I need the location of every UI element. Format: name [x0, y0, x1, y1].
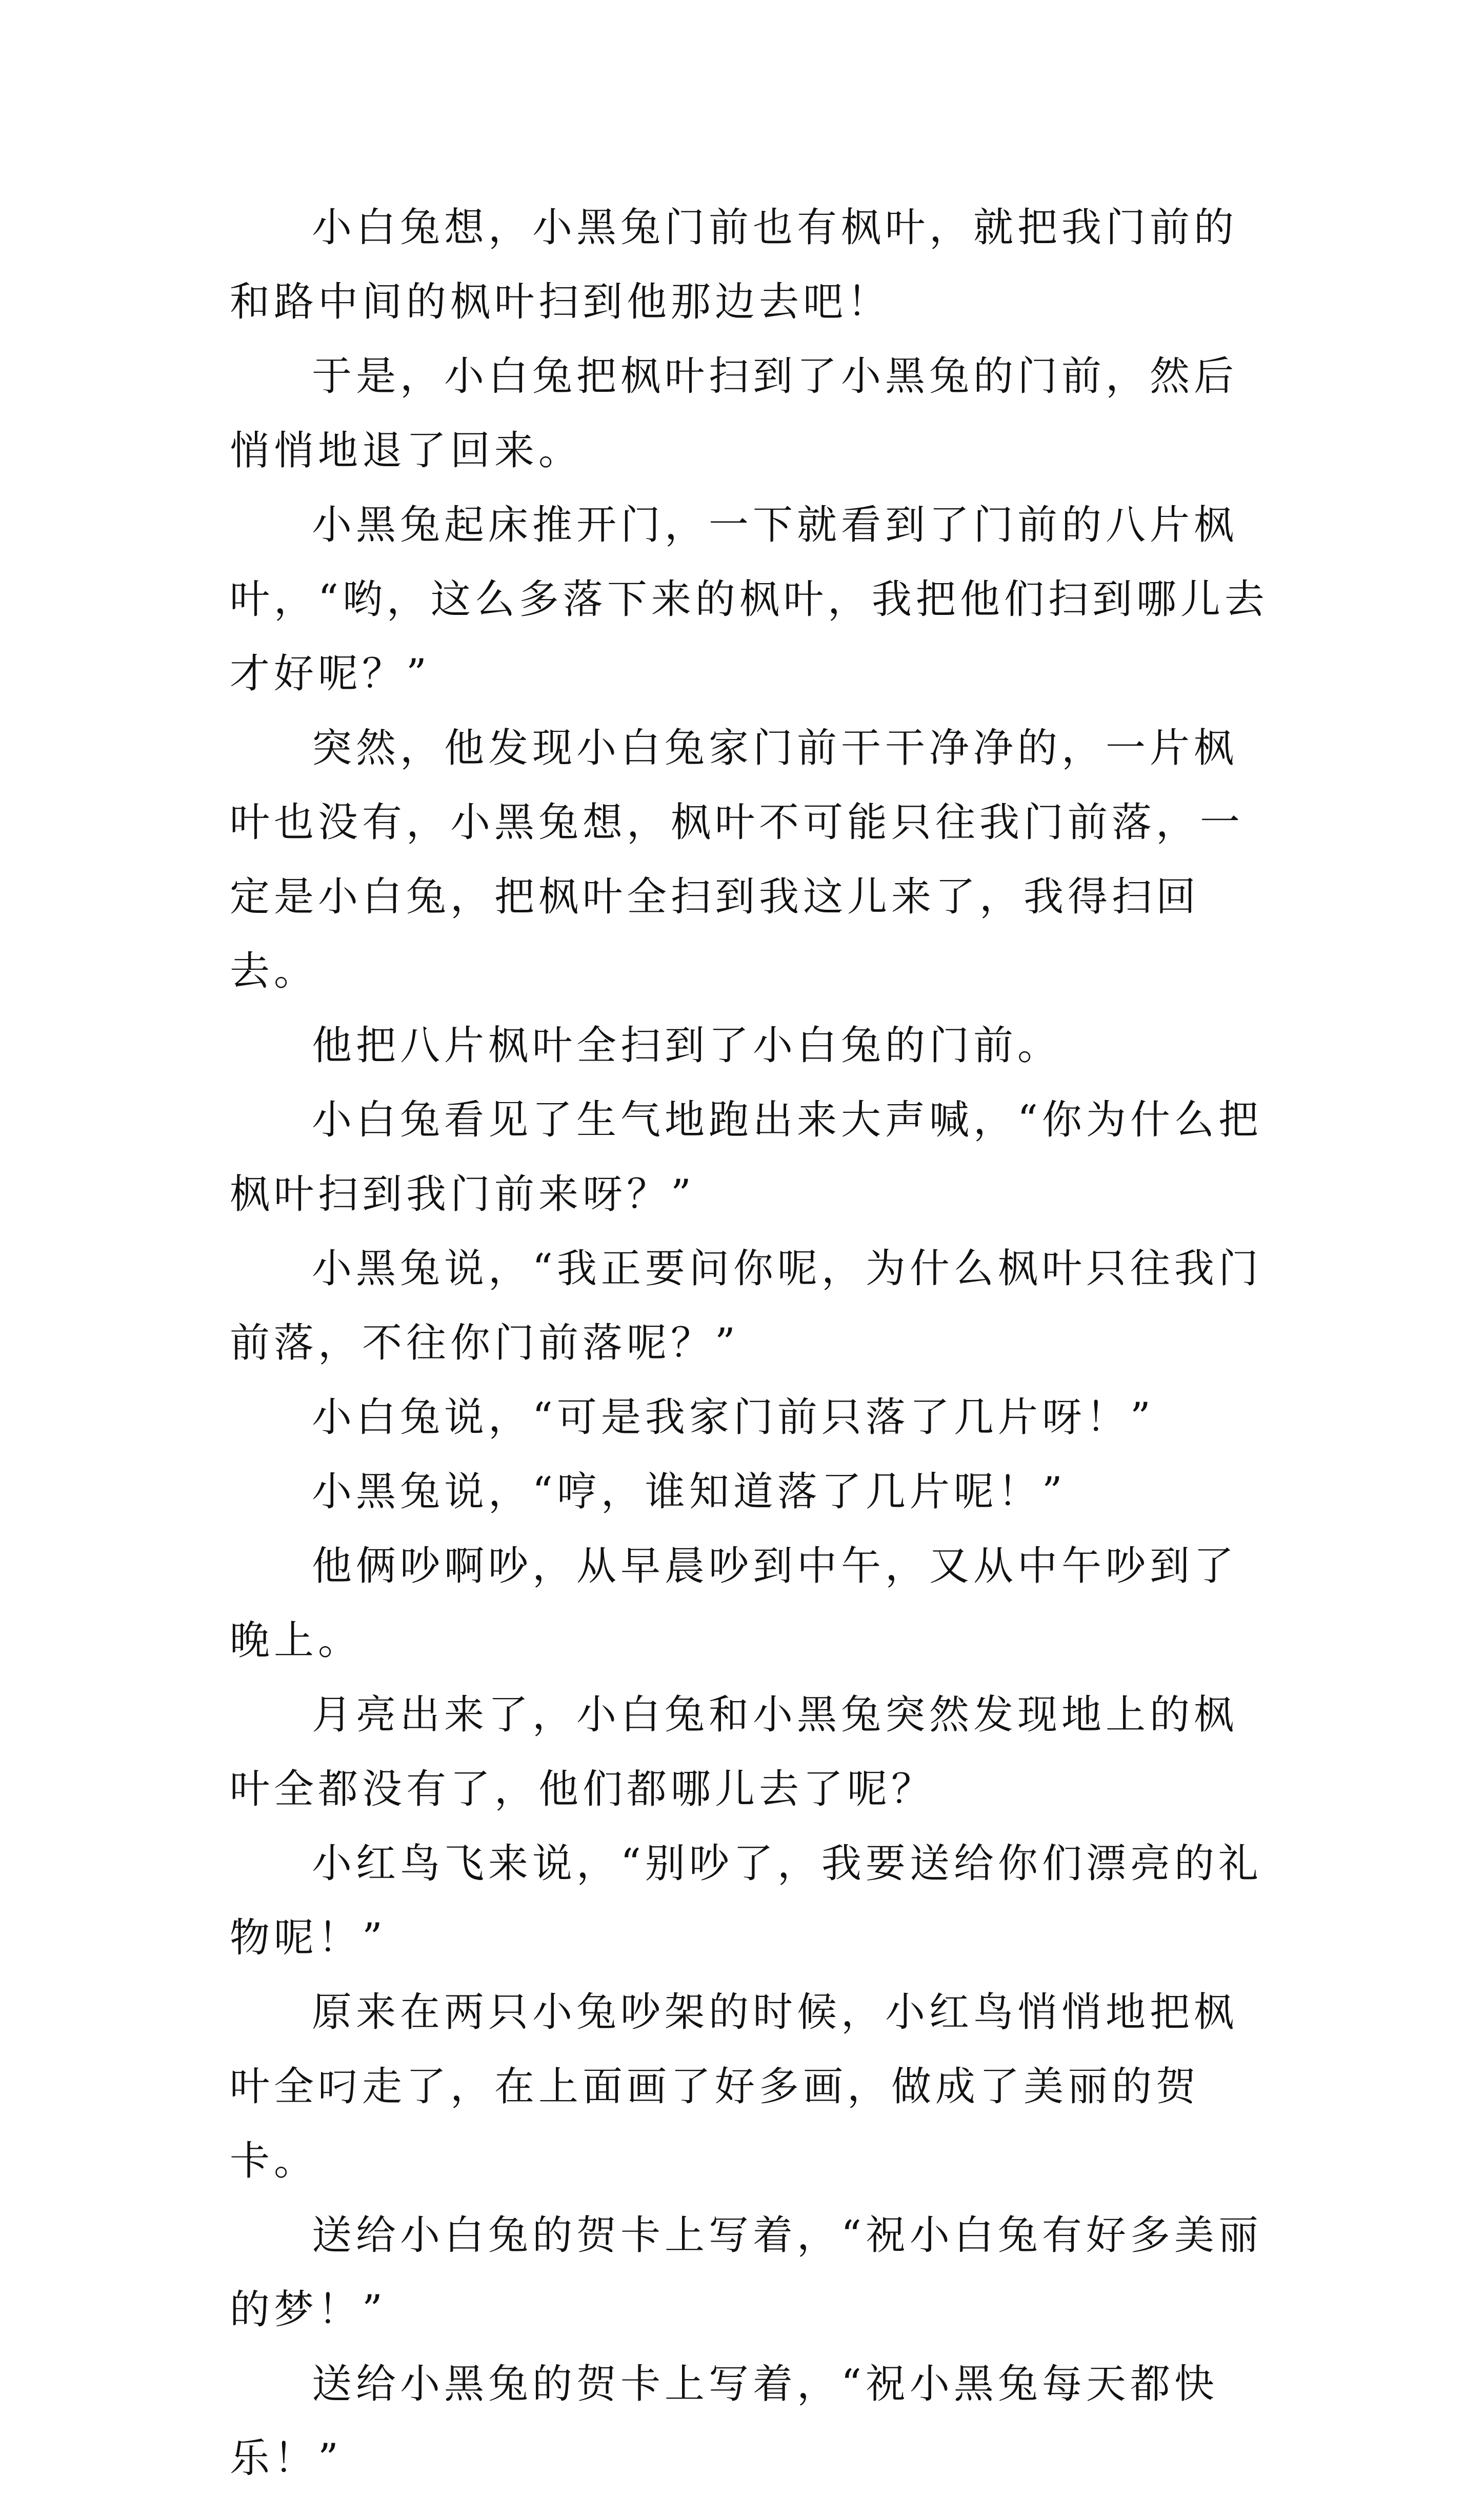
paragraph: 送给小黑兔的贺卡上写着，“祝小黑兔每天都快乐！” — [230, 2361, 1218, 2482]
paragraph: 小黑兔说，“哼，谁知道落了几片呢！” — [312, 1469, 1067, 1515]
paragraph: 突然，他发现小白兔家门前干干净净的，一片枫叶也没有，小黑兔想，枫叶不可能只往我门前落，一定是小白兔，把枫叶全扫到我这儿来了，我得扫回去。 — [230, 725, 1245, 994]
paragraph: 小红鸟飞来说，“别吵了，我要送给你们漂亮的礼物呢！” — [230, 1841, 1262, 1961]
story-text — [230, 191, 1273, 2496]
paragraph: 于是，小白兔把枫叶扫到了小黑兔的门前，然后悄悄地退了回来。 — [230, 353, 1238, 474]
paragraph: 他俩吵啊吵，从早晨吵到中午，又从中午吵到了晚上。 — [230, 1543, 1238, 1664]
paragraph: 小黑兔起床推开门，一下就看到了门前的八片枫叶，“哟，这么多落下来的枫叶，我把他们扫到哪儿去才好呢？” — [230, 502, 1269, 697]
paragraph: 原来在两只小兔吵架的时候，小红鸟悄悄地把枫叶全叼走了，在上面画了好多画，做成了美丽的贺卡。 — [230, 1989, 1238, 2184]
paragraph: 小白兔看见了生气地跑出来大声喊，“你为什么把枫叶扫到我门前来呀？” — [230, 1097, 1262, 1217]
paragraph: 送给小白兔的贺卡上写着，“祝小白兔有好多美丽的梦！” — [230, 2212, 1262, 2333]
paragraph: 月亮出来了，小白兔和小黑兔突然发现地上的枫叶全都没有了，他们都哪儿去了呢？ — [230, 1692, 1238, 1812]
paragraph: 小黑兔说，“我正要问你呢，为什么枫叶只往我门前落，不往你门前落呢？” — [230, 1246, 1262, 1366]
paragraph: 小白兔说，“可是我家门前只落了几片呀！” — [312, 1394, 1155, 1441]
paragraph: 他把八片枫叶全扫到了小白兔的门前。 — [312, 1023, 1062, 1069]
paragraph: 小白兔想，小黑兔门前也有枫叶，就把我门前的和路中间的枫叶扫到他那边去吧！ — [230, 205, 1238, 325]
